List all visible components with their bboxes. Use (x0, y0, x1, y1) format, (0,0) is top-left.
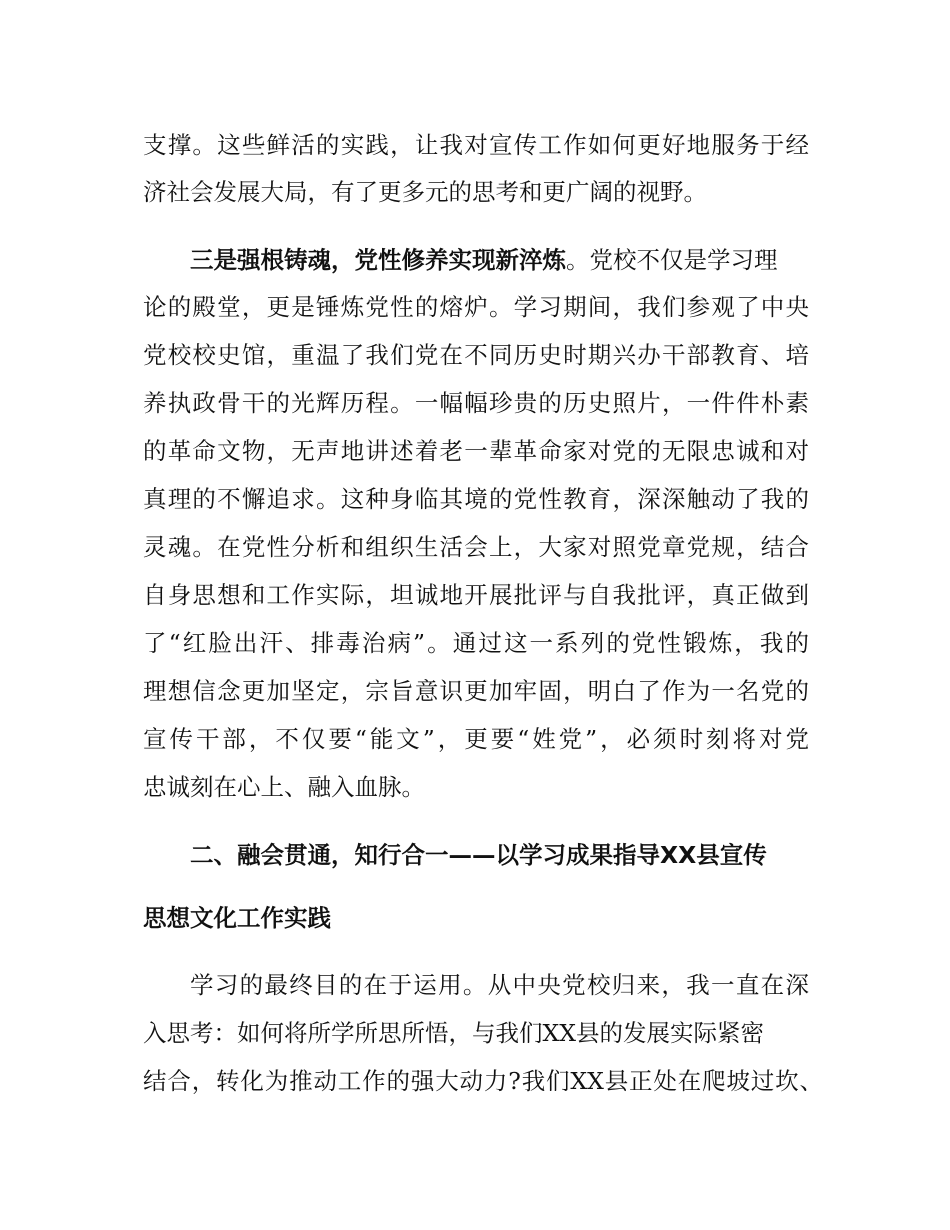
text-line: 了“红脸出汗、排毒治病”。通过这一系列的党性锻炼，我的 (143, 629, 809, 657)
heading-line: 思想文化工作实践 (143, 904, 331, 932)
text-line: 真理的不懈追求。这种身临其境的党性教育，深深触动了我的 (143, 485, 809, 513)
text-line: 的革命文物，无声地讲述着老一辈革命家对党的无限忠诚和对 (143, 437, 809, 465)
text-line: 忠诚刻在心上、融入血脉。 (143, 773, 425, 801)
text-line: 宣传干部，不仅要“能文”，更要“姓党”，必须时刻将对党 (143, 725, 809, 753)
text-line: 自身思想和工作实际，坦诚地开展批评与自我批评，真正做到 (143, 581, 809, 609)
text-line: 支撑。这些鲜活的实践，让我对宣传工作如何更好地服务于经 (143, 131, 809, 159)
text-line: 学习的最终目的在于运用。从中央党校归来，我一直在深 (190, 971, 809, 999)
text-line: 结合，转化为推动工作的强大动力?我们XX县正处在爬坡过坎、 (143, 1067, 823, 1095)
text-line: 党校校史馆，重温了我们党在不同历史时期兴办干部教育、培 (143, 341, 809, 369)
text-line (190, 244, 809, 276)
paragraph-lead-rest: 。党校不仅是学习理 (566, 246, 778, 274)
text-line: 理想信念更加坚定，宗旨意识更加牢固，明白了作为一名党的 (143, 677, 809, 705)
text-line: 灵魂。在党性分析和组织生活会上，大家对照党章党规，结合 (143, 533, 809, 561)
text-line: 济社会发展大局，有了更多元的思考和更广阔的视野。 (143, 178, 707, 206)
heading-line: 二、融会贯通，知行合一——以学习成果指导XX县宣传 (190, 841, 767, 869)
text-line: 养执政骨干的光辉历程。一幅幅珍贵的历史照片，一件件朴素 (143, 389, 809, 417)
paragraph-lead-bold: 三是强根铸魂，党性修养实现新淬炼 (190, 246, 566, 274)
text-line: 论的殿堂，更是锤炼党性的熔炉。学习期间，我们参观了中央 (143, 293, 809, 321)
text-line: 入思考：如何将所学所思所悟，与我们XX县的发展实际紧密 (143, 1019, 764, 1047)
